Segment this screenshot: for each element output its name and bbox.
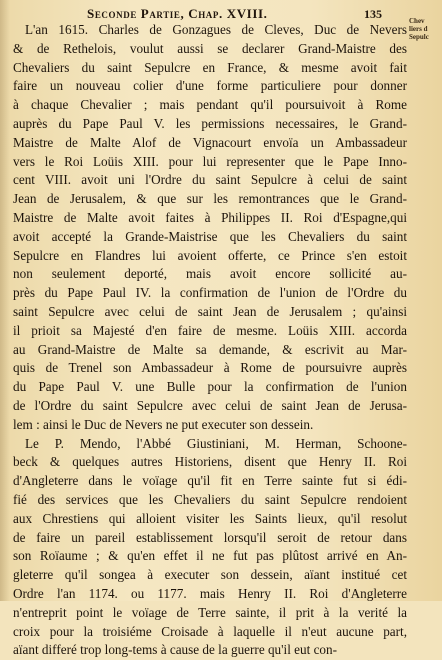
text-line: beck & quelques autres Historiens, disent que Henry II. Roi xyxy=(13,454,407,470)
text-line: de faire un pareil establissement lorsqu'il seroit de retour dans xyxy=(13,529,407,545)
text-line: aïant differé trop long-tems à cause de la guerre qu'il eut con- xyxy=(13,642,337,658)
margin-note xyxy=(409,17,442,41)
text-line: faire un nouveau colier d'une forme particuliere pour donner xyxy=(13,78,407,94)
text-line: il prioit sa Majesté d'en faire de mesme. Loüis XIII. accorda xyxy=(13,322,407,338)
page-number: 135 xyxy=(364,7,382,21)
text-line: n'entreprit point le voïage de Terre sainte, il prit à la verité la xyxy=(13,604,407,620)
text-line: avoit accepté la Grande-Maistrise que les Chevaliers du saint xyxy=(13,228,407,244)
paragraph xyxy=(13,435,407,660)
margin-note-line: Chev xyxy=(409,17,425,25)
binding-shadow xyxy=(0,0,10,601)
text-line: Maistre de Malte avoit faites à Philippes II. Roi d'Espagne,qui xyxy=(13,209,407,225)
text-line: & de Rethelois, voulut aussi se declarer Grand-Maistre des xyxy=(13,40,407,56)
text-line: son Roïaume ; & qu'en effet il ne fut pas plûtost arrivé en An- xyxy=(13,548,407,564)
text-line: Maistre de Malte Alof de Vignacourt envoïa un Ambassadeur xyxy=(13,134,407,150)
paragraph xyxy=(13,21,407,435)
text-line: Chevaliers du saint Sepulcre en France, & mesme avoit fait xyxy=(13,59,407,75)
text-line: Jean de Jerusalem, & que sur les remontrances que le Grand- xyxy=(13,191,407,207)
text-line: croix pour la troisiéme Croisade à laquelle il n'eut aucune part, xyxy=(13,623,407,639)
text-line: fié des services que les Chevaliers du saint Sepulcre rendoient xyxy=(13,491,407,507)
text-line: aux Chrestiens qui alloient visiter les Saints lieux, qu'il resolut xyxy=(13,510,407,526)
text-line: saint Sepulcre avec celui de saint Jean de Jerusalem ; qu'ainsi xyxy=(13,303,407,319)
body-text xyxy=(13,21,407,660)
margin-note-line: liers d xyxy=(409,25,428,33)
page-header xyxy=(0,0,442,22)
text-line: à chaque Chevalier ; mais pendant qu'il poursuivoit à Rome xyxy=(13,97,407,113)
text-line: de l'Ordre du saint Sepulcre avec celui de saint Jean de Jerusa- xyxy=(13,397,407,413)
text-line: gleterre qu'il songea à executer son dessein, aïant institué cet xyxy=(13,567,407,583)
text-line: Sepulcre en Flandres lui avoient offerte, ce Prince s'en estoit xyxy=(13,247,407,263)
text-line: près du Pape Paul IV. la confirmation de l'union de l'Ordre du xyxy=(13,285,407,301)
text-line: non seulement deporté, mais avoit encore sollicité au- xyxy=(13,266,407,282)
text-line: Le P. Mendo, l'Abbé Giustiniani, M. Herman, Schoone- xyxy=(25,435,407,451)
margin-note-line: Sepulc xyxy=(409,33,429,41)
text-line: au Grand-Maistre de Malte sa demande, & escrivit au Mar- xyxy=(13,341,407,357)
text-line: vers le Roi Loüis XIII. pour lui representer que le Pape Inno- xyxy=(13,153,407,169)
text-line: d'Angleterre dans le voïage qu'il fit en Terre sainte fut si édi- xyxy=(13,473,407,489)
text-line: L'an 1615. Charles de Gonzagues de Cleves, Duc de Nevers xyxy=(25,22,407,37)
text-line: du Pape Paul V. une Bulle pour la confirmation de l'union xyxy=(13,379,407,395)
text-line: cent VIII. avoit uni l'Ordre du saint Sepulcre à celui de saint xyxy=(13,172,407,188)
text-line: Ordre l'an 1174. ou 1177. mais Henry II. Roi d'Angleterre xyxy=(13,585,407,601)
text-line: quis de Trenel son Ambassadeur à Rome de poursuivre auprès xyxy=(13,360,407,376)
text-line: lem : ainsi le Duc de Nevers ne put executer son dessein. xyxy=(13,416,314,432)
running-head: Seconde Partie, Chap. XVIII. xyxy=(87,6,268,21)
text-line: auprès du Pape Paul V. les permissions necessaires, le Grand- xyxy=(13,115,407,131)
